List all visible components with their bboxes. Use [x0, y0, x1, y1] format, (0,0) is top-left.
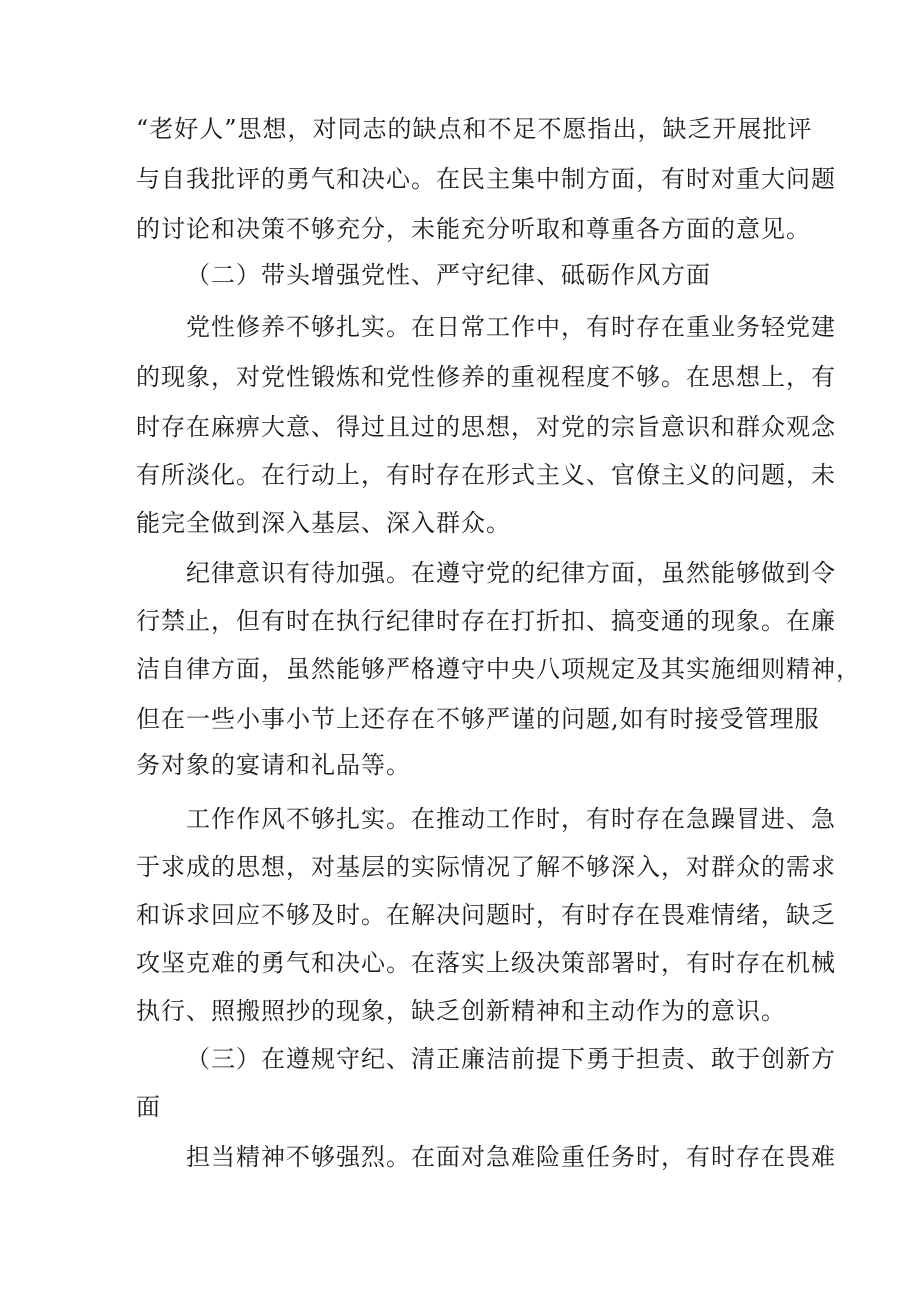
text-line: 行禁止，但有时在执行纪律时存在打折扣、搞变通的现象。在廉: [136, 607, 836, 635]
text-line: 执行、照搬照抄的现象，缺乏创新精神和主动作为的意识。: [136, 997, 786, 1025]
text-line: 的讨论和决策不够充分，未能充分听取和尊重各方面的意见。: [136, 215, 811, 243]
text-line: 时存在麻痹大意、得过且过的思想，对党的宗旨意识和群众观念: [136, 413, 836, 441]
text-line: 有所淡化。在行动上，有时存在形式主义、官僚主义的问题，未: [136, 461, 836, 489]
text-line: 但在一些小事小节上还存在不够严谨的问题,如有时接受管理服: [136, 705, 820, 733]
text-line: 洁自律方面，虽然能够严格遵守中央八项规定及其实施细则精神，: [136, 655, 861, 683]
text-line: 于求成的思想，对基层的实际情况了解不够深入，对群众的需求: [136, 853, 836, 881]
text-line: 和诉求回应不够及时。在解决问题时，有时存在畏难情绪，缺乏: [136, 901, 836, 929]
section-heading: （二）带头增强党性、严守纪律、砥砺作风方面: [186, 261, 711, 289]
paragraph-start: 担当精神不够强烈。在面对急难险重任务时，有时存在畏难: [186, 1143, 836, 1171]
section-heading-continued: 面: [136, 1093, 161, 1121]
paragraph-start: 党性修养不够扎实。在日常工作中，有时存在重业务轻党建: [186, 313, 836, 341]
paragraph-start: 工作作风不够扎实。在推动工作时，有时存在急躁冒进、急: [186, 805, 836, 833]
paragraph-start: 纪律意识有待加强。在遵守党的纪律方面，虽然能够做到令: [186, 559, 836, 587]
section-heading: （三）在遵规守纪、清正廉洁前提下勇于担责、敢于创新方: [186, 1045, 836, 1073]
text-line: 攻坚克难的勇气和决心。在落实上级决策部署时，有时存在机械: [136, 949, 836, 977]
text-line: 的现象，对党性锻炼和党性修养的重视程度不够。在思想上，有: [136, 363, 836, 391]
text-line: 务对象的宴请和礼品等。: [136, 751, 411, 779]
text-line: 与自我批评的勇气和决心。在民主集中制方面，有时对重大问题: [136, 165, 836, 193]
text-line: 能完全做到深入基层、深入群众。: [136, 509, 511, 537]
text-line: “老好人”思想，对同志的缺点和不足不愿指出，缺乏开展批评: [136, 115, 813, 143]
